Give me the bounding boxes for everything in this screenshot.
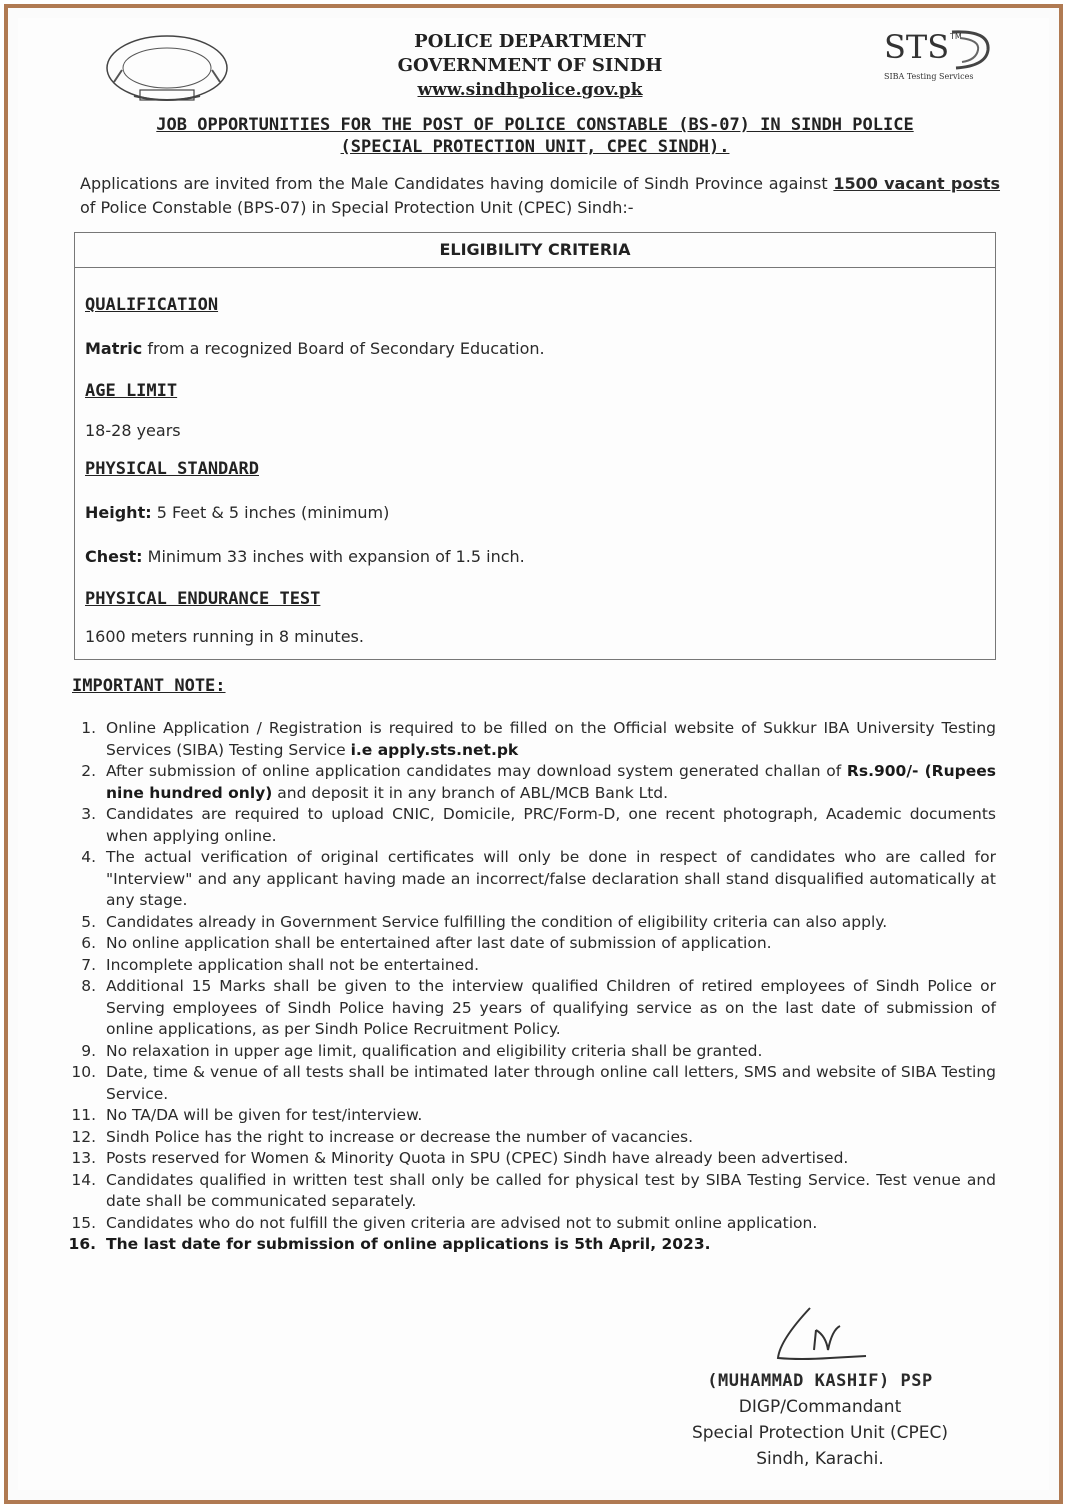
important-notes-list [62,718,996,1256]
signatory-name: (MUHAMMAD KASHIF) PSP [707,1371,933,1391]
qualification-level: Matric [85,339,143,358]
height-value: 5 Feet & 5 inches (minimum) [151,503,390,522]
endurance-test-heading: PHYSICAL ENDURANCE TEST [85,589,321,609]
physical-standard-heading: PHYSICAL STANDARD [85,459,259,479]
note-item-last-date: 16. The last date for submission of online applications is 5th April, 2023. [68,1235,711,1253]
age-limit-text: 18-28 years [85,421,181,440]
intro-text-end: of Police Constable (BPS-07) in Special Protection Unit (CPEC) Sindh:- [80,198,634,217]
signatory-place: Sindh, Karachi. [756,1449,884,1469]
note-item: 14. Candidates qualified in written test shall only be called for physical test by SIBA Testing Service. Test venue and date shall be communicated separately. [71,1170,996,1210]
note-item: 1. Online Application / Registration is required to be filled on the Official website of Sukkur IBA University Testing Services (SIBA) Testing Service i.e apply.sts.net.pk [81,719,996,759]
height-label: Height: [85,503,152,522]
note-item: 12. Sindh Police has the right to increase or decrease the number of vacancies. [71,1127,694,1146]
sts-logo-subtitle: SIBA Testing Services [884,72,974,81]
qualification-heading: QUALIFICATION [85,295,219,315]
website-link[interactable]: www.sindhpolice.gov.pk [417,80,643,100]
qualification-detail: from a recognized Board of Secondary Education. [142,339,545,358]
government-name: GOVERNMENT OF SINDH [397,55,663,76]
qualification-text [85,339,545,358]
title-line-2: (SPECIAL PROTECTION UNIT, CPEC SINDH). [340,137,730,157]
chest-value: Minimum 33 inches with expansion of 1.5 inch. [142,547,525,566]
note-item: 8. Additional 15 Marks shall be given to the interview qualified Children of retired employees of Sindh Police or Serving employees of Sindh Police having 25 years of qualifying service as on the last date of submission of online applications, as per Sindh Police Recruitment Policy. [81,977,996,1038]
age-limit-heading: AGE LIMIT [85,381,178,401]
sindh-police-emblem [82,20,252,108]
title-line-1: JOB OPPORTUNITIES FOR THE POST OF POLICE CONSTABLE (BS-07) IN SINDH POLICE [156,115,914,135]
note-item: 15. Candidates who do not fulfill the given criteria are advised not to submit online application. [71,1213,818,1232]
signatory-unit: Special Protection Unit (CPEC) [691,1423,949,1443]
eligibility-criteria-box [74,232,996,660]
eligibility-criteria-heading: ELIGIBILITY CRITERIA [75,233,995,268]
sts-logo [880,26,1000,90]
note-item: 13. Posts reserved for Women & Minority Quota in SPU (CPEC) Sindh have already been advertised. [71,1149,849,1167]
signatory-block [640,1368,1000,1472]
application-website: i.e apply.sts.net.pk [350,740,519,759]
endurance-test-text: 1600 meters running in 8 minutes. [85,627,364,646]
height-requirement [85,503,389,522]
challan-fee: Rs.900/- (Rupees nine hundred only) [106,762,996,802]
intro-paragraph [80,172,1000,220]
note-item: 2. After submission of online application candidates may download system generated challan of Rs.900/- (Rupees nine hundred only) and deposit it in any branch of ABL/MCB Bank Ltd. [81,762,996,802]
signatory-title: DIGP/Commandant [738,1397,902,1417]
intro-text-start: Applications are invited from the Male Candidates having domicile of Sindh Province against [80,174,834,193]
note-item: 3. Candidates are required to upload CNIC, Domicile, PRC/Form-D, one recent photograph, Academic documents when applying online. [81,805,996,845]
sts-trademark: TM [950,32,962,41]
note-item: 10. Date, time & venue of all tests shall be intimated later through online call letters, SMS and website of SIBA Testing Service. [71,1063,996,1103]
chest-label: Chest: [85,547,143,566]
sts-swoosh-icon [942,26,1002,74]
note-item: 11. No TA/DA will be given for test/interview. [71,1106,423,1124]
chest-requirement [85,547,525,566]
last-date-text: The last date for submission of online applications is 5th April, 2023. [106,1235,711,1253]
note-item: 5. Candidates already in Government Service fulfilling the condition of eligibility criteria can also apply. [81,912,888,931]
sts-logo-text: STS [884,28,950,66]
department-name: POLICE DEPARTMENT [414,31,646,52]
important-note-heading: IMPORTANT NOTE: [72,676,226,696]
note-item: 4. The actual verification of original certificates will only be done in respect of candidates who are called for "Interview" and any applicant having made an incorrect/false declaration shall stand disqualified automatically at any stage. [81,848,996,909]
note-item: 6. No online application shall be entertained after last date of submission of application. [81,934,772,952]
vacant-posts-count: 1500 vacant posts [833,174,1001,193]
letterhead [360,30,700,102]
advertisement-title [80,114,990,158]
note-item: 9. No relaxation in upper age limit, qualification and eligibility criteria shall be granted. [81,1041,763,1060]
note-item: 7. Incomplete application shall not be entertained. [81,955,480,974]
